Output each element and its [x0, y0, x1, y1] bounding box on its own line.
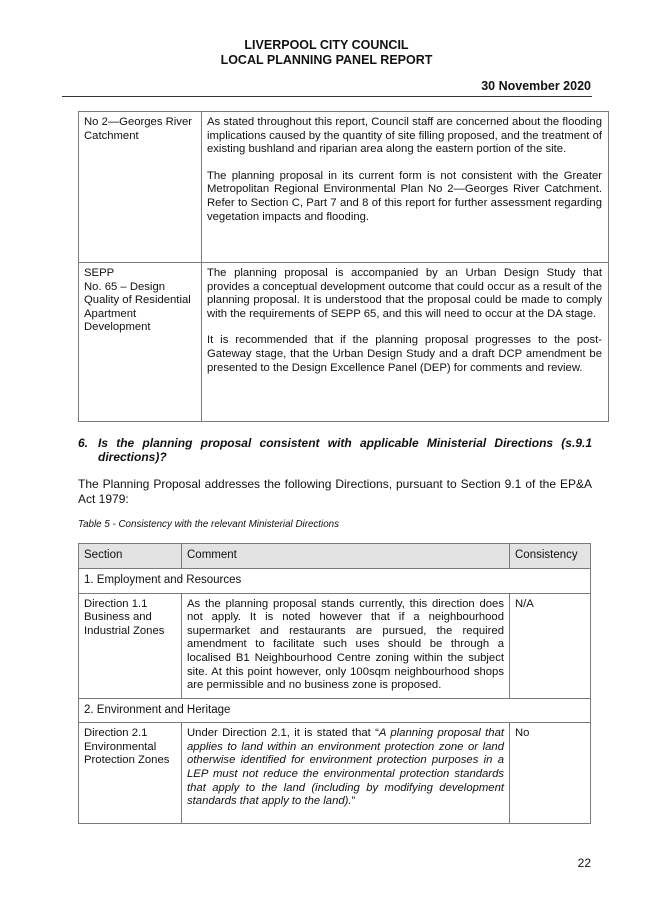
comment-suffix: ”: [351, 795, 356, 808]
direction-cell: Direction 2.1 Environmental Protection Zones: [79, 723, 182, 824]
section-heading-row: [79, 569, 591, 594]
policy-cell: No 2—Georges River Catchment: [79, 112, 202, 263]
section-heading-row: [79, 698, 591, 723]
header-rule: [62, 96, 592, 97]
comment-cell: [182, 723, 510, 824]
section-heading: 1. Employment and Resources: [79, 569, 591, 594]
table-row: [79, 112, 609, 263]
table-header-row: [79, 544, 591, 569]
comment-cell: As the planning proposal stands currently, this direction does not apply. It is noted however that if a neighbourhood supermarket and restaurants are pursued, the required amendment to facilitate such uses should be through a localised B1 Neighbourhood Centre zoning within the subject site. At this point however, only 100sqm neighbourhood shops are permissible and no business zone is proposed.: [182, 593, 510, 698]
assessment-cell: [202, 263, 609, 422]
header-comment: Comment: [182, 544, 510, 569]
report-title: LOCAL PLANNING PANEL REPORT: [220, 53, 433, 67]
direction-cell: Direction 1.1 Business and Industrial Zones: [79, 593, 182, 698]
policy-cell: SEPP No. 65 – Design Quality of Residential Apartment Development: [79, 263, 202, 422]
consistency-cell: N/A: [510, 593, 591, 698]
comment-prefix: Under Direction 2.1, it is stated that “: [187, 727, 379, 740]
page-number: 22: [577, 856, 591, 870]
report-date: 30 November 2020: [481, 79, 591, 93]
header-section: Section: [79, 544, 182, 569]
table-row: [79, 263, 609, 422]
sepp-consistency-table: [78, 111, 609, 422]
comment-quote: A planning proposal that applies to land within an environment protection zone or land otherwise identified for environment protection purposes in a LEP must not reduce the environmental protection standards that apply to the land (including by modifying development standards that apply to the land).: [187, 727, 504, 808]
assessment-paragraph: The planning proposal in its current form is not consistent with the Greater Metropolitan Regional Environmental Plan No 2—Georges River Catchment. Refer to Section C, Part 7 and 8 of this report for further assessment regarding vegetation impacts and flooding.: [207, 169, 602, 223]
table-row: [79, 723, 591, 824]
table-caption: Table 5 - Consistency with the relevant Ministerial Directions: [78, 519, 339, 530]
section-heading: 2. Environment and Heritage: [79, 698, 591, 723]
section-question: [78, 436, 592, 464]
question-number: 6.: [78, 436, 89, 450]
assessment-paragraph: As stated throughout this report, Council staff are concerned about the flooding implications caused by the quantity of site filling proposed, and the treatment of existing bushland and riparian area along the eastern portion of the site.: [207, 116, 602, 156]
assessment-cell: [202, 112, 609, 263]
consistency-cell: No: [510, 723, 591, 824]
table-row: [79, 593, 591, 698]
header-consistency: Consistency: [510, 544, 591, 569]
question-text: Is the planning proposal consistent with applicable Ministerial Directions (s.9.1 directions)?: [98, 436, 592, 464]
ministerial-directions-table: [78, 543, 591, 824]
assessment-paragraph: The planning proposal is accompanied by an Urban Design Study that provides a conceptual development outcome that could occur as a result of the planning proposal. It is understood that the proposal could be made to comply with the requirements of SEPP 65, and this will need to occur at the DA stage.: [207, 267, 602, 320]
assessment-paragraph: It is recommended that if the planning proposal progresses to the post-Gateway stage, that the Urban Design Study and a draft DCP amendment be presented to the Design Excellence Panel (DEP) for comments and review.: [207, 334, 602, 374]
council-name: LIVERPOOL CITY COUNCIL: [244, 38, 409, 52]
intro-paragraph: The Planning Proposal addresses the following Directions, pursuant to Section 9.1 of the EP&A Act 1979:: [78, 477, 592, 506]
